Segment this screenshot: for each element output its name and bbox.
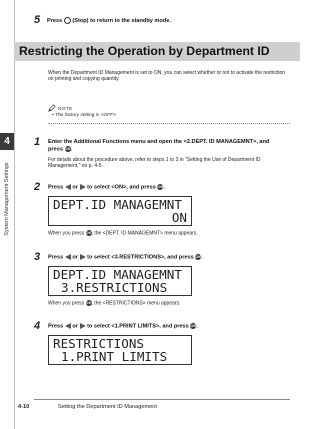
step-text: press (48, 146, 63, 153)
chapter-tab: 4 (0, 133, 14, 150)
note-bullet-text: The factory setting is <OFF>. (55, 113, 118, 118)
lcd-line: DEPT.ID MANAGEMNT (53, 197, 182, 212)
step-detail: For details about the procedure above, refer to steps 1 to 3 in "Setting the Use of Department ID Management," on p. 4-5. (48, 157, 261, 170)
lcd-display (48, 266, 192, 296)
step-text: Press (48, 323, 64, 330)
step-text: Press (48, 254, 64, 261)
sidebar-divider (14, 0, 15, 429)
footer-title: Setting the Department ID Management (58, 404, 157, 410)
lcd-display (48, 196, 192, 226)
step-text: , the <DEPT. ID MANAGEMNT> menu appears. (91, 230, 198, 237)
step-instruction: Press or to select <3.RESTRICTIONS>, and press OK. (48, 254, 203, 261)
step-instruction: Enter the Additional Functions menu and open the <2.DEPT. ID MANAGEMNT>, and press OK. (48, 139, 270, 153)
step-instruction: Press or to select <1.PRINT LIMITS>, and press OK. (48, 323, 198, 330)
step-number: 1 (34, 136, 41, 148)
footer-rule (34, 399, 290, 400)
right-arrow-icon (80, 254, 86, 260)
page-number: 4-10 (18, 404, 30, 410)
step-instruction: Press or to select <ON>, and press OK. (48, 184, 165, 191)
step-text: Press (48, 184, 64, 191)
right-arrow-icon (80, 323, 86, 329)
note-divider (48, 123, 290, 124)
stop-button-icon (64, 17, 71, 24)
step-text: Enter the Additional Functions menu and open the <2.DEPT. ID MANAGEMNT>, and (48, 139, 270, 145)
bullet-dot: • (52, 113, 56, 118)
lcd-line: ON (171, 210, 187, 225)
note-pencil-icon (48, 104, 56, 112)
step-number: 5 (34, 14, 41, 26)
ok-button-icon: OK (64, 146, 71, 151)
section-intro: When the Department ID Management is set to ON, you can select whether or not to activate the restriction on printing and copying quantity. (48, 70, 286, 83)
step-text: to select <3.RESTRICTIONS>, and press (87, 254, 194, 261)
step-text: When you press (48, 300, 85, 307)
step-text: or (72, 184, 78, 191)
ok-button-icon: OK (85, 300, 92, 305)
step-text: or (72, 323, 78, 330)
lcd-line: 3.RESTRICTIONS (61, 280, 168, 295)
step-text: to select <ON>, and press (87, 184, 156, 191)
left-arrow-icon (65, 184, 71, 190)
lcd-line: DEPT.ID MANAGEMNT (53, 267, 182, 282)
note-bullet (52, 113, 117, 119)
step-result (48, 230, 198, 237)
step-number: 4 (34, 320, 41, 332)
step-text: When you press (48, 230, 85, 237)
left-arrow-icon (65, 254, 71, 260)
section-title: Restricting the Operation by Department ID (19, 44, 270, 58)
step-result (48, 300, 180, 307)
right-arrow-icon (80, 184, 86, 190)
step-instruction (47, 17, 171, 25)
step-number: 3 (34, 251, 41, 263)
lcd-line: 1.PRINT LIMITS (61, 349, 168, 364)
ok-button-icon: OK (85, 230, 92, 235)
lcd-line: RESTRICTIONS (53, 336, 144, 351)
ok-button-icon: OK (190, 323, 197, 328)
left-arrow-icon (65, 323, 71, 329)
note-label: NOTE (58, 107, 73, 112)
step-text: or (72, 254, 78, 261)
lcd-display (48, 335, 192, 365)
step-number: 2 (34, 181, 41, 193)
step-text: to select <1.PRINT LIMITS>, and press (87, 323, 189, 330)
step-text: (Stop) to return to the standby mode. (72, 17, 171, 24)
step-text: Press (47, 17, 63, 24)
sidebar-section-label: System Management Settings (4, 162, 10, 236)
step-text: , the <RESTRICTIONS> menu appears. (91, 300, 181, 307)
ok-button-icon: OK (157, 184, 164, 189)
ok-button-icon: OK (195, 254, 202, 259)
